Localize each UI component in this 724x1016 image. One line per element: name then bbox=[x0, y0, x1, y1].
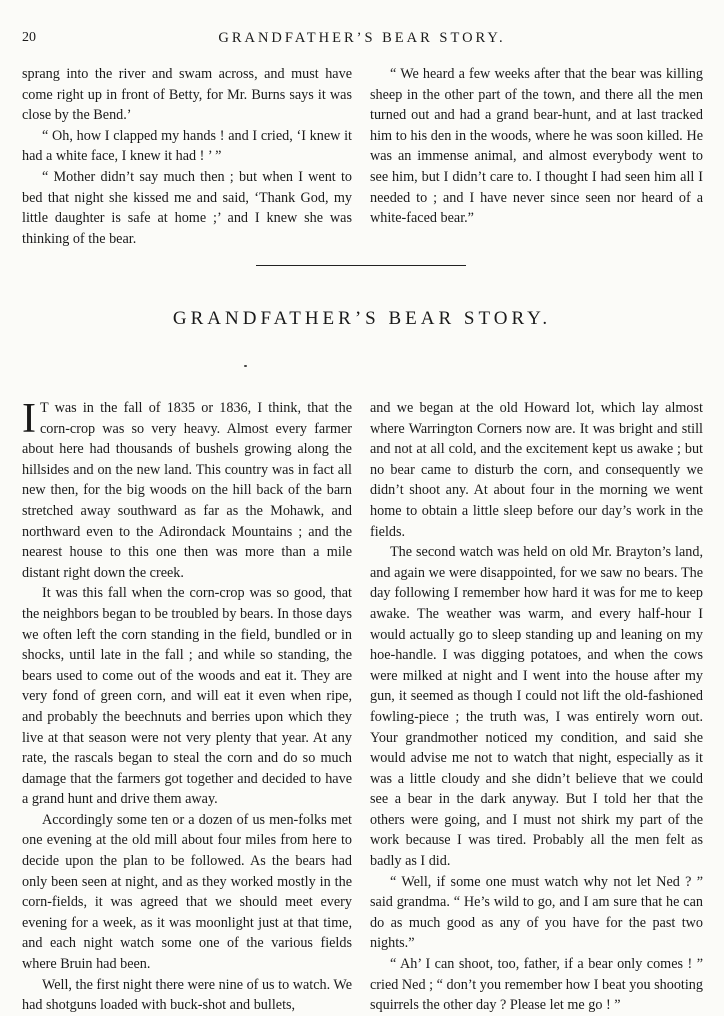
paragraph: and we began at the old Howard lot, which lay almost where Warrington Corners now are. It was bright and still and not at all cold, and the excitement kept us awake ; but no bear came to disturb the corn, and consequently we didn’t shoot any. At about four in the morning we went home to obtain a little sleep before our day’s work in the fields. bbox=[370, 400, 703, 540]
section-divider bbox=[256, 265, 466, 266]
running-head bbox=[22, 30, 702, 50]
paragraph: It was this fall when the corn-crop was so good, that the neighbors began to be troubled by bears. In those days we often left the corn standing in the field, bundled or in shocks, until late in the fall ; and while so standing, the bears used to come out of the woods and eat it. They are very fond of green corn, and will eat it even when ripe, and probably the beechnuts and berries upon which they live at that season were not very plenty that year. At any rate, the rascals began to steal the corn and do so much damage that the farmers got together and decided to have a grand hunt and drive them away. bbox=[22, 585, 352, 808]
page-number: 20 bbox=[22, 30, 36, 45]
paragraph: “ We heard a few weeks after that the bear was killing sheep in the other part of the town, and there all the men turned out and had a grand bear-hunt, and at last tracked him to his den in the woods, where he was soon killed. He was an immense animal, and almost everybody went to see him, but I didn’t care to. I thought I had seen him all I needed to ; and I have never since seen nor heard of a white-faced bear.” bbox=[370, 66, 703, 227]
story-column-left bbox=[22, 398, 352, 1016]
story-column-right bbox=[370, 398, 703, 1016]
drop-cap: I bbox=[22, 396, 36, 442]
paragraph: Well, the first night there were nine of us to watch. We had shotguns loaded with buck-shot and bullets, bbox=[22, 976, 352, 1014]
paragraph: “ Oh, how I clapped my hands ! and I cried, ‘I knew it had a white face, I knew it had ! ’ ” bbox=[22, 127, 352, 165]
running-title: GRANDFATHER’S BEAR STORY. bbox=[218, 30, 506, 46]
paragraph: Accordingly some ten or a dozen of us men-folks met one evening at the old mill about four miles from here to decide upon the plan to be followed. As the bears had only been seen at night, and as they worked mostly in the corn-fields, it was agreed that we should meet every evening for a week, as it was moonlight just at that time, and each night watch some one of the various fields where Bruin had been. bbox=[22, 811, 352, 973]
continued-column-right bbox=[370, 64, 703, 229]
opening-paragraph-text: T was in the fall of 1835 or 1836, I think, that the corn-crop was so very heavy. Almost every farmer about here had thousands of bushels growing along the hillsides and on the new land. This country was in fact all new then, for the big woods on the hill back of the barn stretched away southward as far as the Mohawk, and northward even to the Adirondack Mountains ; and the nearest house to this one then was more than a mile distant right down the creek. bbox=[22, 400, 352, 581]
opening-paragraph bbox=[22, 398, 352, 583]
paragraph: sprang into the river and swam across, and must have come right up in front of Betty, for Mr. Burns says it was close by the Bend.’ bbox=[22, 66, 352, 124]
paragraph: “ Well, if some one must watch why not let Ned ? ” said grandma. “ He’s wild to go, and I am sure that he can do as much good as any of you have for the past two nights.” bbox=[370, 873, 703, 952]
story-title: GRANDFATHER’S BEAR STORY. bbox=[172, 308, 552, 329]
continued-column-left bbox=[22, 64, 352, 249]
paragraph: The second watch was held on old Mr. Brayton’s land, and again we were disappointed, for we saw no bears. The day following I remember how hard it was for me to keep awake. The weather was warm, and every half-hour I would actually go to sleep standing up and leaning on my hoe-handle. I was digging potatoes, and when the cows were milked at night and I went into the house after my gun, it seemed as though I could not lift the old-fashioned fowling-piece ; the truth was, I was entirely worn out. Your grandmother noticed my condition, and said she would advise me not to watch that night, especially as it was a little cloudy and she didn’t believe that we could see a bear in the dark anyway. But I told her that the others were going, and I must not shirk my part of the work because I was tired. Probably all the men felt as badly as I did. bbox=[370, 544, 703, 870]
ink-speck bbox=[244, 365, 247, 367]
paragraph: “ Mother didn’t say much then ; but when I went to bed that night she kissed me and said, ‘Thank God, my little daughter is safe at home ;’ and I knew she was thinking of the bear. bbox=[22, 168, 352, 247]
paragraph: “ Ah’ I can shoot, too, father, if a bear only comes ! ” cried Ned ; “ don’t you remember how I beat you shooting squirrels the other day ? Please let me go ! ” bbox=[370, 956, 703, 1014]
